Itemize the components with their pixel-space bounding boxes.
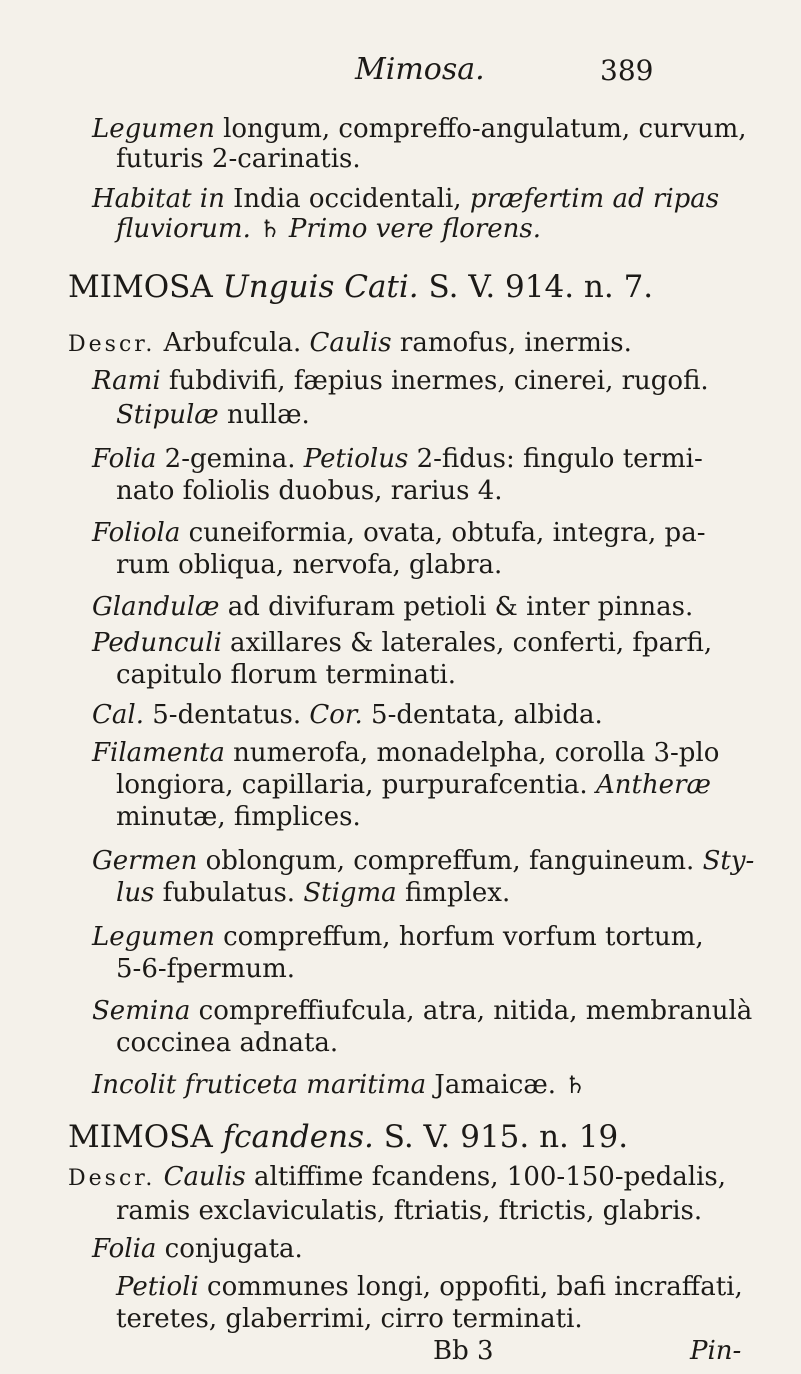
text-line: Descr. Arbufcula. Caulis ramofus, inermis. xyxy=(68,328,632,358)
text-line: Filamenta numerofa, monadelpha, corolla 3-plo xyxy=(92,738,720,768)
text-line: lus fubulatus. Stigma fimplex. xyxy=(116,878,511,908)
text-line: Folia 2-gemina. Petiolus 2-fidus: fingulo termi- xyxy=(92,444,703,474)
catchword: Pin- xyxy=(690,1336,742,1366)
text-line: Germen oblongum, compreffum, fanguineum. Sty- xyxy=(92,846,755,876)
text-line: Descr. Caulis altiffime fcandens, 100-150-pedalis, xyxy=(68,1162,727,1192)
shrub-symbol-icon: ♄ xyxy=(564,1071,586,1099)
text-line: 5-6-fpermum. xyxy=(116,954,296,984)
text-line: Folia conjugata. xyxy=(92,1234,303,1264)
text-line: futuris 2-carinatis. xyxy=(116,144,361,174)
text-line: minutæ, fimplices. xyxy=(116,802,361,832)
page-number: 389 xyxy=(600,54,654,87)
text-line: Pedunculi axillares & laterales, conferti, fparfi, xyxy=(92,628,713,658)
text-line: capitulo florum terminati. xyxy=(116,660,457,690)
text-line: Glandulæ ad divifuram petioli & inter pinnas. xyxy=(92,592,694,622)
text-line: Rami fubdivifi, fæpius inermes, cinerei, rugofi. xyxy=(92,366,709,396)
text-line: Foliola cuneiformia, ovata, obtufa, integra, pa- xyxy=(92,518,706,548)
running-header xyxy=(0,52,801,92)
text-line: Legumen longum, compreffo-angulatum, curvum, xyxy=(92,114,747,144)
text-line: teretes, glaberrimi, cirro terminati. xyxy=(116,1304,583,1334)
text-line: Semina compreffiufcula, atra, nitida, membranulà xyxy=(92,996,753,1026)
text-line: Stipulæ nullæ. xyxy=(116,400,310,430)
text-line: fluviorum. ♄ Primo vere florens. xyxy=(116,214,542,244)
species-heading: MIMOSA Unguis Cati. S. V. 914. n. 7. xyxy=(68,269,654,305)
running-title: Mimosa. xyxy=(355,52,485,87)
text-line: ramis exclaviculatis, ftriatis, ftrictis, glabris. xyxy=(116,1196,703,1226)
signature-mark: Bb 3 xyxy=(433,1336,494,1366)
text-line: longiora, capillaria, purpurafcentia. Antheræ xyxy=(116,770,711,800)
text-line: nato foliolis duobus, rarius 4. xyxy=(116,476,503,506)
text-line: rum obliqua, nervofa, glabra. xyxy=(116,550,503,580)
text-line: Habitat in India occidentali, præfertim ad ripas xyxy=(92,184,720,214)
text-line: Petioli communes longi, oppofiti, bafi incraffati, xyxy=(116,1272,743,1302)
text-line: coccinea adnata. xyxy=(116,1028,339,1058)
text-line: Legumen compreffum, horfum vorfum tortum, xyxy=(92,922,704,952)
shrub-symbol-icon: ♄ xyxy=(259,215,281,243)
text-line: Incolit fruticeta maritima Jamaicæ. ♄ xyxy=(92,1070,586,1100)
species-heading: MIMOSA fcandens. S. V. 915. n. 19. xyxy=(68,1119,629,1155)
text-line: Cal. 5-dentatus. Cor. 5-dentata, albida. xyxy=(92,700,603,730)
